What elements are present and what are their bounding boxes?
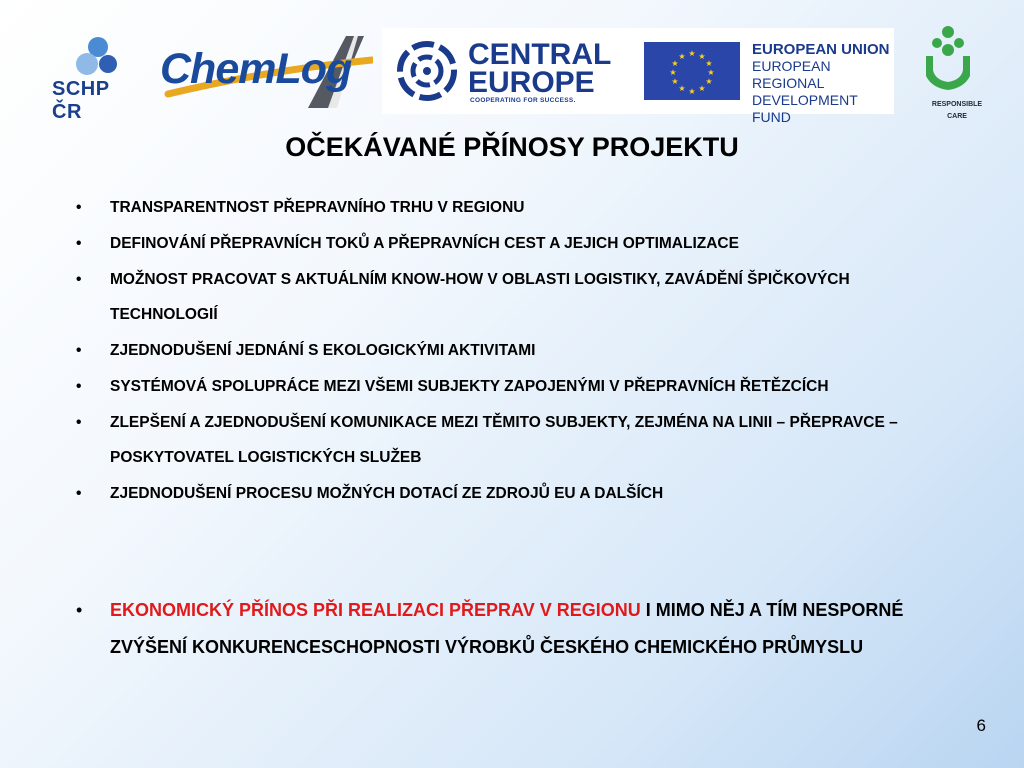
logo-bar [0, 0, 1024, 125]
svg-text:★: ★ [705, 77, 713, 86]
bullet-text: MOŽNOST PRACOVAT S AKTUÁLNÍM KNOW-HOW V OBLASTI LOGISTIKY, ZAVÁDĚNÍ ŠPIČKOVÝCH TECHNOLOGIÍ [110, 271, 850, 323]
list-item [76, 369, 956, 404]
bullet-marker: • [76, 271, 82, 288]
svg-text:★: ★ [688, 87, 696, 96]
svg-text:★: ★ [688, 49, 696, 58]
bullet-text: SYSTÉMOVÁ SPOLUPRÁCE MEZI VŠEMI SUBJEKTY ZAPOJENÝMI V PŘEPRAVNÍCH ŘETĚZCÍCH [110, 378, 829, 395]
bullet-marker: • [76, 600, 83, 620]
svg-text:★: ★ [671, 77, 679, 86]
molecule-icon [68, 34, 128, 80]
bullet-marker: • [76, 378, 82, 395]
central-europe-line1: CENTRAL [468, 38, 612, 71]
bullet-list [76, 190, 956, 512]
central-europe-emblem-icon [396, 40, 458, 102]
page-number: 6 [976, 716, 986, 735]
chemlog-label: ChemLog [160, 45, 352, 93]
bullet-text: ZJEDNODUŠENÍ PROCESU MOŽNÝCH DOTACÍ ZE ZDROJŮ EU A DALŠÍCH [110, 485, 664, 502]
highlight-red-text: EKONOMICKÝ PŘÍNOS PŘI REALIZACI PŘEPRAV V REGIONU [110, 600, 641, 620]
bullet-marker: • [76, 414, 82, 431]
svg-text:★: ★ [707, 68, 715, 77]
bullet-text: ZLEPŠENÍ A ZJEDNODUŠENÍ KOMUNIKACE MEZI TĚMITO SUBJEKTY, ZEJMÉNA NA LINII – PŘEPRAVCE – POSKYTOVATEL LOGISTICKÝCH SLUŽEB [110, 414, 898, 466]
eu-flag-icon [644, 42, 740, 100]
svg-text:★: ★ [698, 84, 706, 93]
highlight-rest-text: I MIMO NĚJ A TÍM NESPORNÉ ZVÝŠENÍ KONKURENCESCHOPNOSTI VÝROBKŮ ČESKÉHO CHEMICKÉHO PRŮMYSLU [110, 600, 904, 657]
bullet-text: DEFINOVÁNÍ PŘEPRAVNÍCH TOKŮ A PŘEPRAVNÍCH CEST A JEJICH OPTIMALIZACE [110, 235, 739, 252]
bullet-marker: • [76, 485, 82, 502]
responsible-care-hands-icon [918, 22, 978, 97]
partner-logos-box [382, 28, 894, 125]
svg-text:★: ★ [678, 52, 686, 61]
central-europe-line2: EUROPE [468, 66, 595, 99]
bullet-text: ZJEDNODUŠENÍ JEDNÁNÍ S EKOLOGICKÝMI AKTIVITAMI [110, 342, 536, 359]
list-item [76, 262, 956, 332]
svg-text:★: ★ [669, 68, 677, 77]
list-item [76, 476, 956, 511]
list-item [76, 333, 956, 368]
eu-title: EUROPEAN UNION [752, 41, 890, 58]
highlight-bullet [76, 592, 956, 666]
eu-text [752, 41, 894, 126]
bullet-text: TRANSPARENTNOST PŘEPRAVNÍHO TRHU V REGIONU [110, 199, 525, 216]
slide-title: OČEKÁVANÉ PŘÍNOSY PROJEKTU [285, 132, 739, 162]
bullet-marker: • [76, 199, 82, 216]
svg-text:★: ★ [698, 52, 706, 61]
eu-subtitle: EUROPEAN REGIONAL DEVELOPMENT FUND [752, 58, 858, 125]
highlight-bullet-text [110, 592, 956, 666]
svg-text:★: ★ [678, 84, 686, 93]
schp-logo [50, 34, 145, 123]
list-item [76, 190, 956, 225]
svg-text:★: ★ [671, 59, 679, 68]
schp-label: SCHP ČR [52, 78, 110, 123]
bullet-marker: • [76, 342, 82, 359]
bullet-marker: • [76, 235, 82, 252]
central-europe-tagline: COOPERATING FOR SUCCESS. [470, 97, 576, 104]
responsible-care-caption: RESPONSIBLE CARE [931, 101, 983, 120]
chemlog-logo [158, 30, 373, 105]
svg-text:★: ★ [705, 59, 713, 68]
list-item [76, 226, 956, 261]
list-item [76, 405, 956, 475]
